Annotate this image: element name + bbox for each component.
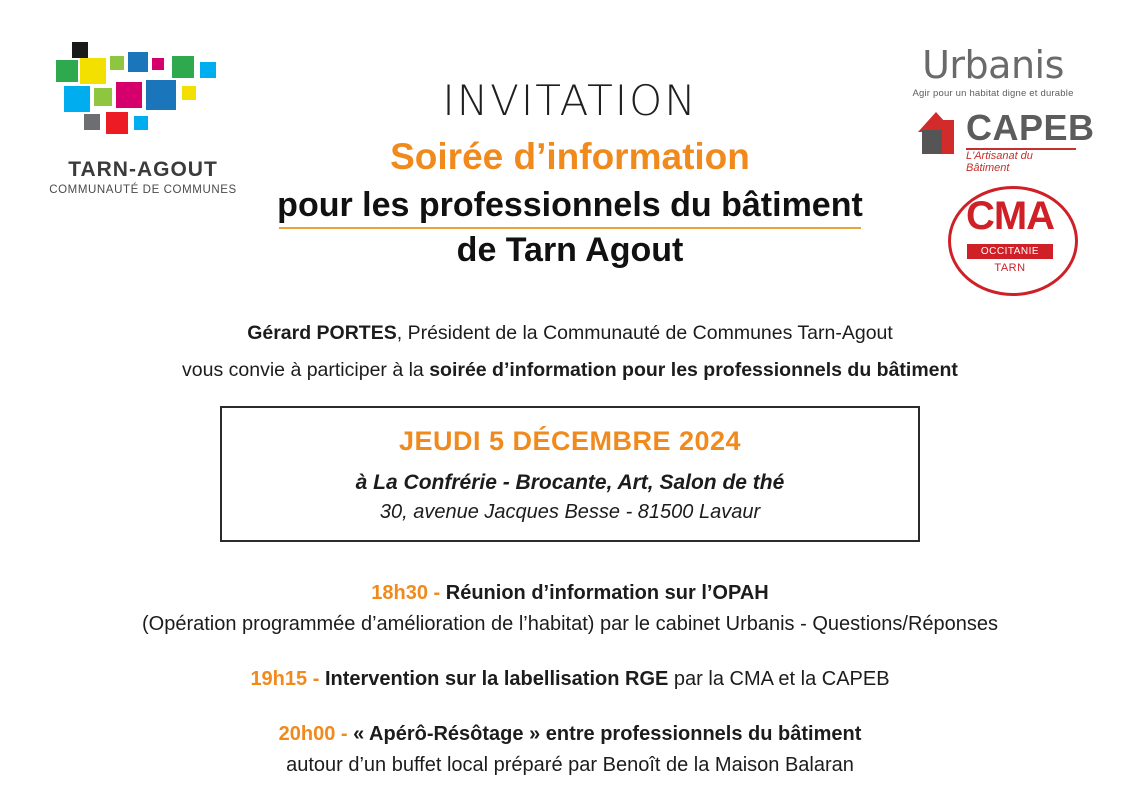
schedule-spacer [0, 650, 1140, 664]
mosaic-square [200, 62, 216, 78]
page-subtitle-soiree: Soirée d’information [390, 136, 750, 178]
schedule-item-dash: - [307, 668, 325, 690]
tarn-agout-logo-subtitle: COMMUNAUTÉ DE COMMUNES [49, 184, 237, 196]
title-block [0, 78, 1140, 270]
event-details-box [220, 406, 920, 542]
schedule-item [0, 719, 1140, 781]
schedule-list [0, 578, 1140, 791]
schedule-item-dash: - [427, 582, 446, 604]
schedule-item-heading [0, 578, 1140, 609]
capeb-logo-tagline: L'Artisanat du Bâtiment [966, 150, 1033, 174]
page-subtitle-professionnels [277, 185, 863, 226]
president-role: , Président de la Communauté de Communes Tarn-Agout [396, 322, 893, 344]
page-title-invitation: INVITATION [442, 76, 698, 125]
mosaic-square [110, 56, 124, 70]
urbanis-logo-word: Urbanis [922, 43, 1064, 87]
schedule-item-time: 19h15 [250, 668, 308, 690]
cma-logo-word: CMA [965, 194, 1055, 238]
schedule-item-title: « Apérô-Résôtage » entre professionnels du bâtiment [353, 723, 862, 745]
urbanis-logo-tagline: Agir pour un habitat digne et durable [912, 88, 1074, 99]
title-underline [279, 227, 861, 229]
schedule-item [0, 664, 1140, 695]
schedule-item-title: Intervention sur la labellisation RGE [324, 668, 669, 690]
schedule-item-detail: (Opération programmée d’amélioration de l’habitat) par le cabinet Urbanis - Questions/Réponses [142, 613, 998, 635]
schedule-item-time: 18h30 [371, 582, 428, 604]
mosaic-square [72, 42, 88, 58]
schedule-item-heading [0, 664, 1140, 695]
schedule-item-title-suffix: par la CMA et la CAPEB [668, 668, 890, 690]
cma-logo-region: OCCITANIE [967, 244, 1053, 259]
intro-line-2 [0, 352, 1140, 389]
mosaic-square [90, 42, 104, 56]
tarn-agout-logo-name: TARN-AGOUT [68, 158, 218, 181]
cma-logo-department: TARN [994, 262, 1026, 274]
event-date: JEUDI 5 DÉCEMBRE 2024 [398, 426, 742, 456]
capeb-logo-word: CAPEB [966, 107, 1095, 148]
schedule-item-detail: autour d’un buffet local préparé par Benoît de la Maison Balaran [286, 754, 854, 776]
intro-line-1 [0, 315, 1140, 352]
schedule-item-heading [0, 719, 1140, 750]
mosaic-square [152, 58, 164, 70]
mosaic-square [128, 52, 148, 72]
event-address: 30, avenue Jacques Besse - 81500 Lavaur [379, 501, 761, 523]
page-subtitle-territory: de Tarn Agout [456, 230, 684, 269]
page-subtitle-professionnels-text: pour les professionnels du bâtiment [277, 185, 863, 224]
intro-paragraph [0, 315, 1140, 389]
intro-invite-prefix: vous convie à participer à la [182, 359, 430, 382]
president-name: Gérard PORTES [247, 322, 397, 344]
schedule-item [0, 578, 1140, 640]
schedule-item-time: 20h00 [278, 723, 336, 745]
schedule-item-dash: - [335, 723, 354, 745]
intro-invite-bold: soirée d’information pour les professionnels du bâtiment [429, 359, 958, 382]
schedule-spacer [0, 705, 1140, 719]
event-venue: à La Confrérie - Brocante, Art, Salon de thé [355, 471, 785, 494]
mosaic-square [172, 56, 194, 78]
schedule-item-title: Réunion d’information sur l’OPAH [445, 582, 769, 604]
